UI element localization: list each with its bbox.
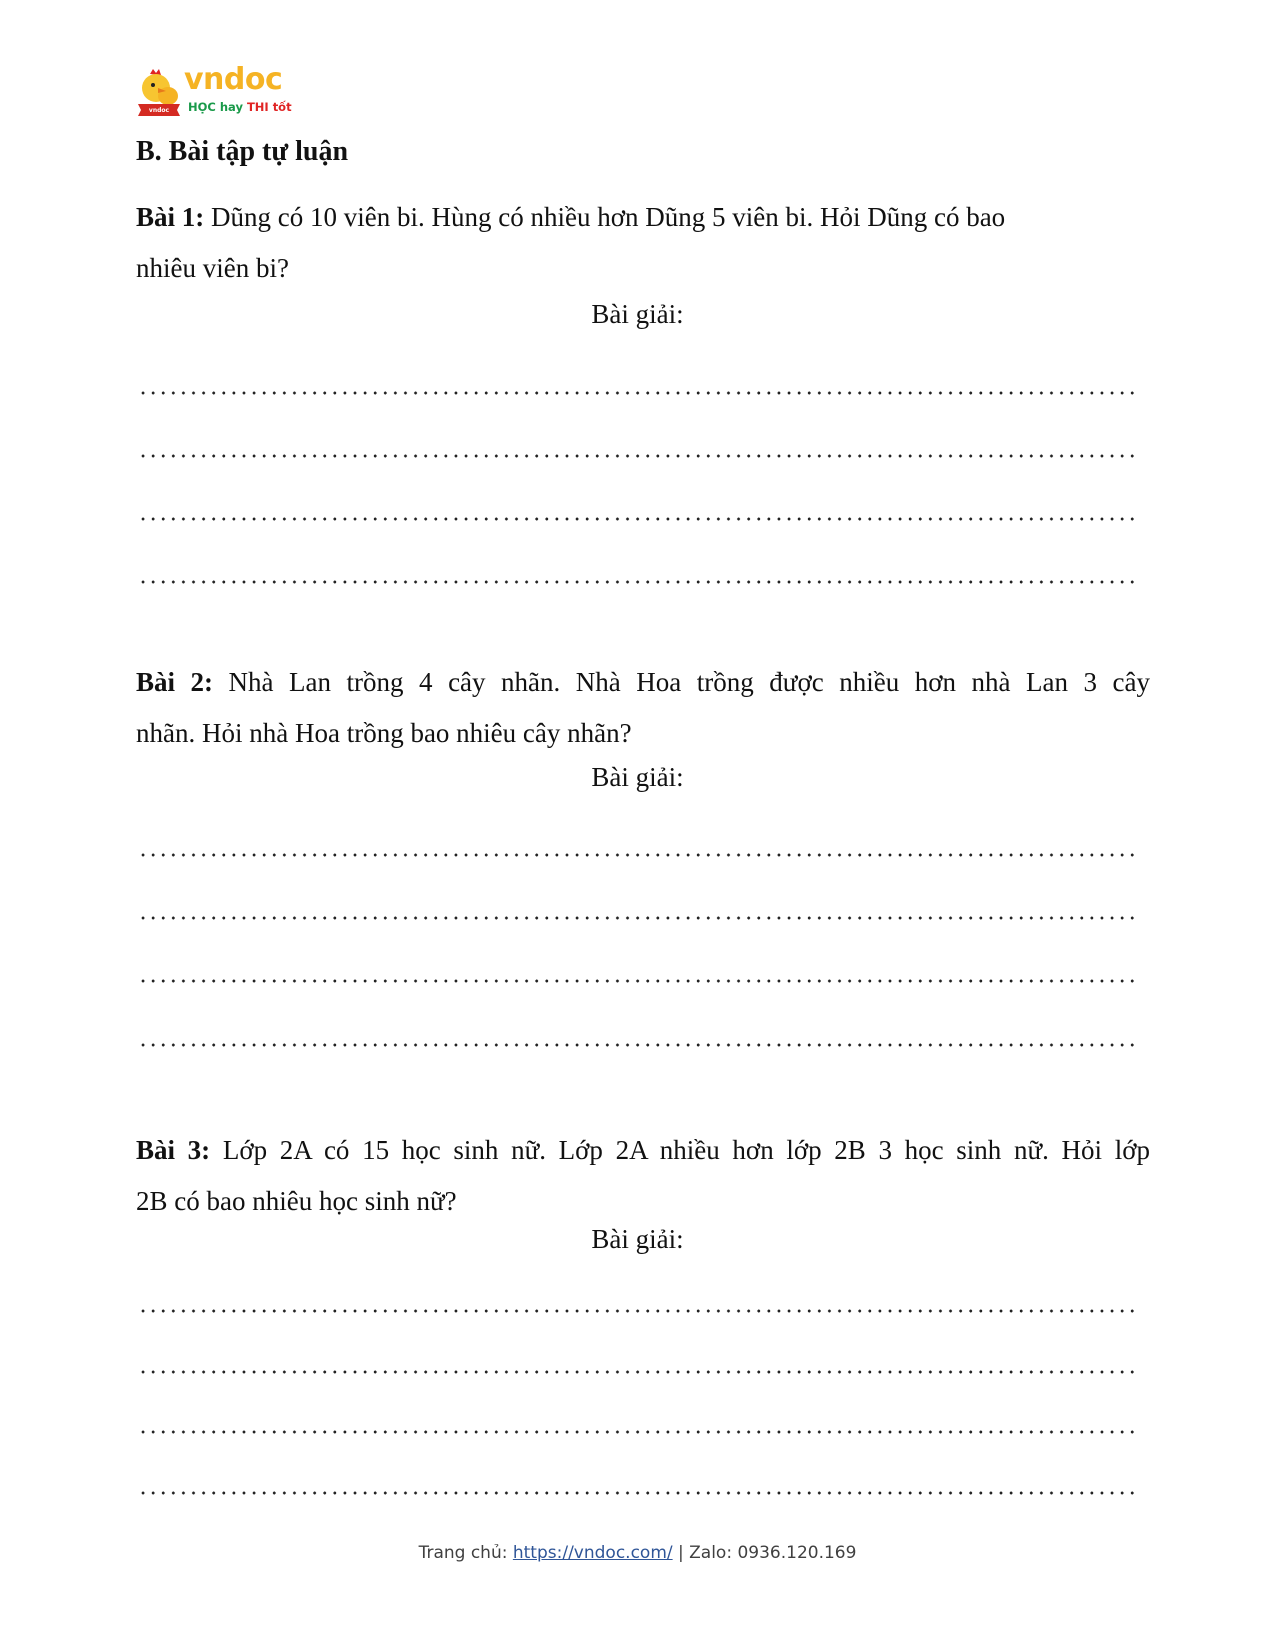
- exercise-3-question: Bài 3: Lớp 2A có 15 học sinh nữ. Lớp 2A nhiều hơn lớp 2B 3 học sinh nữ. Hỏi lớp 2B có bao nhiêu học sinh nữ?: [136, 1135, 1150, 1216]
- exercise-3-solution-label: Bài giải:: [591, 1224, 684, 1254]
- logo-wordmark: vndoc: [184, 62, 283, 97]
- exercise-1-label: Bài 1:: [136, 202, 205, 232]
- vndoc-logo: [136, 62, 296, 118]
- section-heading: B. Bài tập tự luận: [136, 136, 349, 167]
- logo-tagline: HỌC hay THI tốt: [188, 100, 292, 114]
- homepage-link[interactable]: https://vndoc.com/: [512, 1543, 673, 1563]
- exercise-2-question: Bài 2: Nhà Lan trồng 4 cây nhãn. Nhà Hoa trồng được nhiều hơn nhà Lan 3 cây nhãn. Hỏi nhà Hoa trồng bao nhiêu cây nhãn?: [136, 667, 1150, 748]
- answer-line[interactable]: [138, 391, 1134, 395]
- answer-line[interactable]: [138, 979, 1134, 983]
- chicken-mascot-icon: [136, 68, 182, 116]
- exercise-1-solution-label: Bài giải:: [591, 299, 684, 329]
- exercise-2-solution-label: Bài giải:: [591, 762, 684, 792]
- answer-line[interactable]: [138, 1043, 1134, 1047]
- answer-line[interactable]: [138, 1370, 1134, 1374]
- svg-text:vndoc: vndoc: [148, 107, 170, 114]
- answer-line[interactable]: [138, 916, 1134, 920]
- page-footer: Trang chủ: https://vndoc.com/ | Zalo: 0936.120.169: [418, 1543, 857, 1563]
- answer-line[interactable]: [138, 1309, 1134, 1313]
- answer-line[interactable]: [138, 853, 1134, 857]
- answer-line[interactable]: [138, 517, 1134, 521]
- answer-line[interactable]: [138, 1430, 1134, 1434]
- exercise-2-label: Bài 2:: [136, 667, 214, 697]
- answer-line[interactable]: [138, 580, 1134, 584]
- exercise-3-label: Bài 3:: [136, 1135, 211, 1165]
- answer-line[interactable]: [138, 1491, 1134, 1495]
- exercise-1-question: Bài 1: Dũng có 10 viên bi. Hùng có nhiều hơn Dũng 5 viên bi. Hỏi Dũng có bao nhiêu viên bi?: [136, 202, 1006, 283]
- answer-line[interactable]: [138, 454, 1134, 458]
